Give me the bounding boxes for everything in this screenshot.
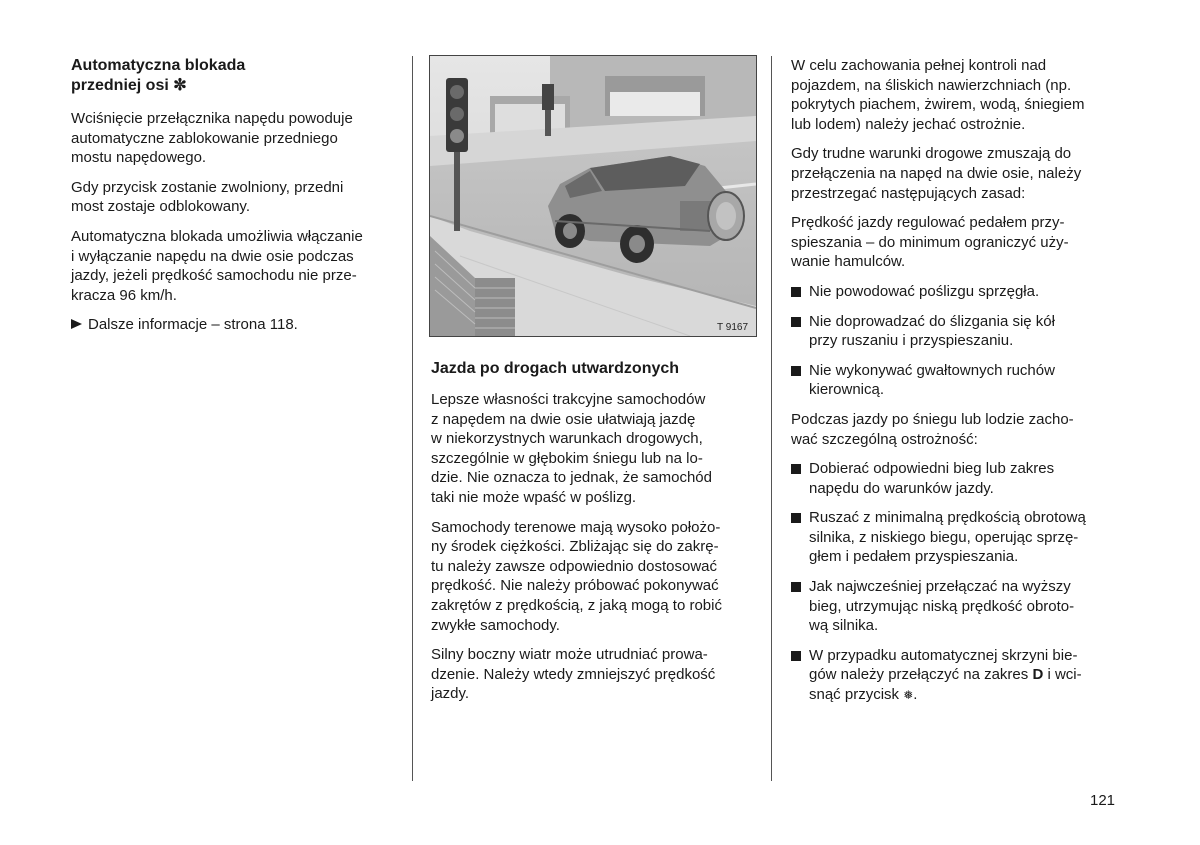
suv-traffic-illustration: [429, 55, 757, 337]
list-item-text: W przypadku automatycznej skrzyni bie- gów należy przełączyć na zakres: [809, 646, 1078, 684]
winter-mode-icon: ❅: [903, 688, 914, 703]
list-item-text: .: [913, 686, 918, 704]
paragraph: Wciśnięcie przełącznika napędu powoduje automatyczne zablokowanie przedniego mostu napędowego.: [71, 110, 353, 167]
list-item-text: i wci- snąć przycisk: [809, 666, 1082, 704]
paragraph: Gdy przycisk zostanie zwolniony, przedni most zostaje odblokowany.: [71, 178, 344, 216]
paragraph: Podczas jazdy po śniegu lub lodzie zacho- wać szczególną ostrożność:: [791, 410, 1074, 448]
middle-column: [431, 357, 761, 714]
list-item: [791, 459, 1121, 498]
section-heading-front-axle-lock: Automatyczna blokada przedniej osi ✼: [71, 57, 246, 94]
list-item: [791, 312, 1121, 351]
list-item-text: Nie doprowadzać do ślizgania się kół przy ruszaniu i przyspieszaniu.: [809, 312, 1055, 350]
section-heading-paved-roads: Jazda po drogach utwardzonych: [431, 360, 680, 377]
illustration-graphic: [430, 56, 756, 336]
cross-reference-text: Dalsze informacje – strona 118.: [88, 316, 298, 334]
arrow-right-icon: [71, 319, 82, 329]
paragraph: Gdy trudne warunki drogowe zmuszają do przełączenia na napęd na dwie osie, należy przestrzegać następujących zasad:: [791, 145, 1082, 202]
paragraph: Prędkość jazdy regulować pedałem przy- spieszania – do minimum ograniczyć uży- wanie hamulców.: [791, 214, 1069, 271]
list-item: [791, 282, 1121, 302]
square-bullet-icon: [791, 582, 801, 592]
square-bullet-icon: [791, 366, 801, 376]
list-item-text: Nie powodować poślizgu sprzęgła.: [809, 282, 1040, 300]
list-item-text: Jak najwcześniej przełączać na wyższy bieg, utrzymując niską prędkość obroto- wą silnika.: [809, 578, 1075, 635]
page-number: 121: [1090, 792, 1116, 809]
snowflake-icon: ✼: [173, 77, 187, 94]
cross-reference-link[interactable]: [71, 315, 396, 335]
list-item: [791, 577, 1121, 636]
list-item-text: Ruszać z minimalną prędkością obrotową silnika, z niskiego biegu, operując sprzę- głem i pedałem przyspieszania.: [809, 509, 1086, 566]
list-item-text: Dobierać odpowiedni bieg lub zakres napędu do warunków jazdy.: [809, 460, 1055, 497]
list-item-text: Nie wykonywać gwałtownych ruchów kierownicą.: [809, 361, 1055, 399]
list-item: [791, 646, 1121, 706]
square-bullet-icon: [791, 464, 801, 474]
right-column: [791, 56, 1121, 716]
square-bullet-icon: [791, 513, 801, 523]
paragraph: Lepsze własności trakcyjne samochodów z napędem na dwie osie ułatwiają jazdę w niekorzystnych warunkach drogowych, szczególnie w głębokim śniegu lub na lo- dzie. Nie oznacza to jednak, że samochód taki nie może wpaść w poślizg.: [431, 391, 712, 506]
column-divider: [771, 56, 772, 781]
left-column: [71, 56, 396, 345]
list-item: [791, 508, 1121, 567]
column-divider: [412, 56, 413, 781]
paragraph: Silny boczny wiatr może utrudniać prowa- dzenie. Należy wtedy zmniejszyć prędkość jazdy.: [431, 646, 716, 703]
square-bullet-icon: [791, 287, 801, 297]
paragraph: Samochody terenowe mają wysoko położo- ny środek ciężkości. Zbliżając się do zakrę- tu należy zawsze odpowiednio dostosować prędkość. Nie należy próbować pokonywać zakrętów z prędkością, z jaką mogą to robić zwykłe samochody.: [431, 518, 722, 634]
paragraph: W celu zachowania pełnej kontroli nad pojazdem, na śliskich nawierzchniach (np. pokrytych piachem, żwirem, wodą, śniegiem lub lodem) należy jechać ostrożnie.: [791, 57, 1085, 133]
list-item: [791, 361, 1121, 400]
gear-range-label: D: [1032, 666, 1044, 684]
square-bullet-icon: [791, 651, 801, 661]
square-bullet-icon: [791, 317, 801, 327]
figure-code: T 9167: [717, 322, 748, 333]
paragraph: Automatyczna blokada umożliwia włączanie i wyłączanie napędu na dwie osie podczas jazdy, jeżeli prędkość samochodu nie prze- kracza 96 km/h.: [71, 227, 363, 304]
